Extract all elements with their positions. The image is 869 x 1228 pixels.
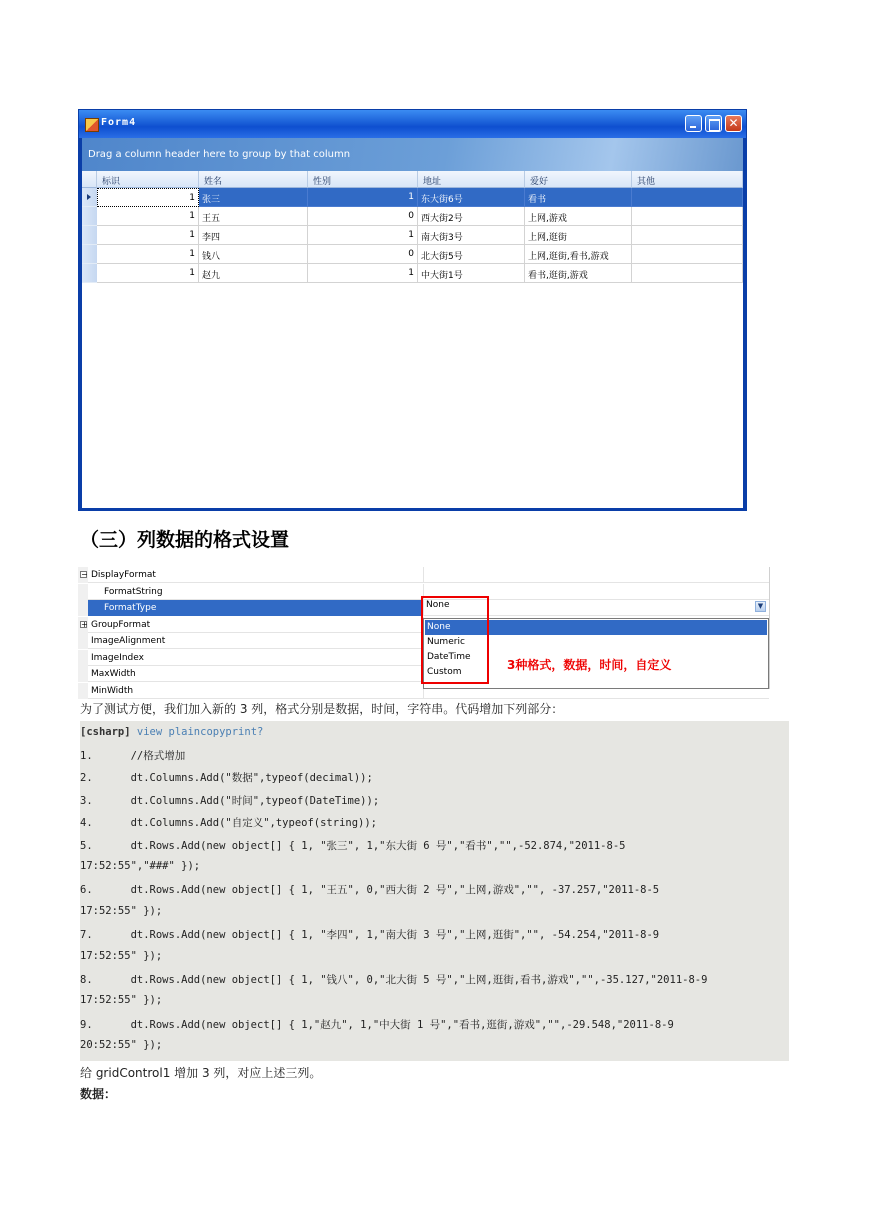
cell-address[interactable]: 中大街1号 [418,264,525,283]
property-name: FormatString [104,586,163,597]
row-indicator[interactable] [82,226,97,245]
column-header-gender[interactable]: 性别 [308,171,418,188]
cell-gender[interactable]: 0 [308,245,418,264]
code-line: 4. dt.Columns.Add("自定义",typeof(string)); [80,817,378,830]
column-header-name[interactable]: 姓名 [199,171,308,188]
cell-id[interactable]: 1 [97,226,199,245]
cell-address[interactable]: 南大街3号 [418,226,525,245]
cell-hobby[interactable]: 看书,逛街,游戏 [525,264,632,283]
form4-window [78,109,747,511]
cell-gender[interactable]: 1 [308,226,418,245]
code-line: 3. dt.Columns.Add("时间",typeof(DateTime)); [80,794,380,807]
cell-name[interactable]: 钱八 [199,245,308,264]
cell-other[interactable] [632,245,743,264]
cell-hobby[interactable]: 看书 [525,188,632,207]
cell-other[interactable] [632,207,743,226]
expand-icon[interactable]: + [81,619,88,629]
option-custom[interactable]: Custom [427,667,462,677]
property-gutter [78,650,88,666]
after-paragraph: 给 gridControl1 增加 3 列，对应上述三列。 [80,1066,322,1080]
maximize-icon [709,119,720,131]
cell-name[interactable]: 王五 [199,207,308,226]
close-button[interactable] [725,115,742,132]
property-gutter [78,633,88,649]
cell-id[interactable]: 1 [97,264,199,283]
highlight-box [421,596,489,684]
code-line: 17:52:55","###" }); [80,860,201,872]
code-line: 9. dt.Rows.Add(new object[] { 1,"赵九", 1,"中大街 1 号","看书,逛街,游戏","",-29.548,"2011-8-9 [80,1018,674,1031]
code-line: 17:52:55" }); [80,994,163,1007]
code-line: 2. dt.Columns.Add("数据",typeof(decimal)); [80,772,373,785]
minimize-button[interactable] [685,115,702,132]
title-bar[interactable] [79,110,746,138]
property-gutter [78,584,88,600]
focused-row-arrow-icon [87,194,91,200]
data-label: 数据： [80,1087,117,1101]
cell-other[interactable] [632,188,743,207]
cell-id[interactable]: 1 [97,245,199,264]
column-header-id[interactable]: 标识 [97,171,199,188]
code-lang-tag: [csharp] [80,726,131,738]
close-icon: ✕ [728,116,739,130]
dropdown-arrow-icon[interactable]: ▼ [755,601,766,612]
column-header-hobby[interactable]: 爱好 [525,171,632,188]
cell-gender[interactable]: 1 [308,188,418,207]
code-header [80,726,263,738]
cell-name[interactable]: 李四 [199,226,308,245]
cell-address[interactable]: 西大街2号 [418,207,525,226]
minimize-icon [690,126,696,128]
property-name: MaxWidth [91,669,136,679]
property-name: ImageAlignment [91,636,166,646]
intro-paragraph: 为了测试方便，我们加入新的 3 列，格式分别是数据，时间，字符串。代码增加下列部分： [80,702,564,716]
cell-gender[interactable]: 1 [308,264,418,283]
header-corner [82,171,97,188]
row-indicator[interactable] [82,245,97,264]
code-line: 6. dt.Rows.Add(new object[] { 1, "王五", 0,"西大街 2 号","上网,游戏","", -37.257,"2011-8-5 [80,884,660,897]
code-line: 1. //格式增加 [80,750,186,762]
cell-hobby[interactable]: 上网,逛街,看书,游戏 [525,245,632,264]
column-header-address[interactable]: 地址 [418,171,525,188]
code-line: 17:52:55" }); [80,904,163,917]
cell-hobby[interactable]: 上网,逛街 [525,226,632,245]
section-heading: （三）列数据的格式设置 [80,529,290,551]
property-name: FormatType [104,603,157,613]
collapse-icon[interactable]: − [81,570,88,579]
code-line: 17:52:55" }); [80,949,163,962]
cell-gender[interactable]: 0 [308,207,418,226]
option-numeric[interactable]: Numeric [427,637,465,647]
property-row-displayformat[interactable] [78,567,769,583]
cell-address[interactable]: 东大街6号 [418,188,525,207]
view-plain-link[interactable]: view plaincopyprint? [136,726,264,738]
cell-address[interactable]: 北大街5号 [418,245,525,264]
grid-control [82,138,743,508]
option-none[interactable]: None [425,620,767,635]
annotation-text: 3种格式，数据，时间，自定义 [507,658,672,672]
format-type-value[interactable]: None [426,600,450,610]
cell-name[interactable]: 赵九 [199,264,308,283]
property-name: ImageIndex [91,652,144,663]
property-gutter [78,666,88,682]
property-name: MinWidth [91,685,134,696]
row-indicator[interactable] [82,207,97,226]
code-line: 8. dt.Rows.Add(new object[] { 1, "钱八", 0,"北大街 5 号","上网,逛街,看书,游戏","",-35.127,"2011-8-9 [80,974,708,986]
cell-hobby[interactable]: 上网,游戏 [525,207,632,226]
row-indicator[interactable] [82,188,97,207]
code-line: 7. dt.Rows.Add(new object[] { 1, "李四", 1,"南大街 3 号","上网,逛街","", -54.254,"2011-8-9 [80,929,660,942]
property-grid [78,567,770,696]
property-name: DisplayFormat [91,570,156,580]
group-panel-text: Drag a column header here to group by that column [88,149,351,160]
option-datetime[interactable]: DateTime [427,652,471,662]
property-name: GroupFormat [91,619,151,630]
cell-name[interactable]: 张三 [199,188,308,207]
cell-other[interactable] [632,226,743,245]
code-line: 5. dt.Rows.Add(new object[] { 1, "张三", 1,"东大街 6 号","看书","",-52.874,"2011-8-5 [80,839,626,852]
code-line: 20:52:55" }); [80,1039,163,1052]
cell-id[interactable]: 1 [97,188,199,207]
cell-id[interactable]: 1 [97,207,199,226]
property-gutter [78,683,88,699]
row-indicator[interactable] [82,264,97,283]
code-block [80,721,789,1061]
column-header-other[interactable]: 其他 [632,171,743,188]
cell-other[interactable] [632,264,743,283]
maximize-button[interactable] [705,115,722,132]
column-separator [423,567,424,583]
group-panel[interactable] [82,138,743,171]
app-icon [85,118,99,132]
window-title: Form4 [101,117,137,128]
property-gutter [78,600,88,616]
